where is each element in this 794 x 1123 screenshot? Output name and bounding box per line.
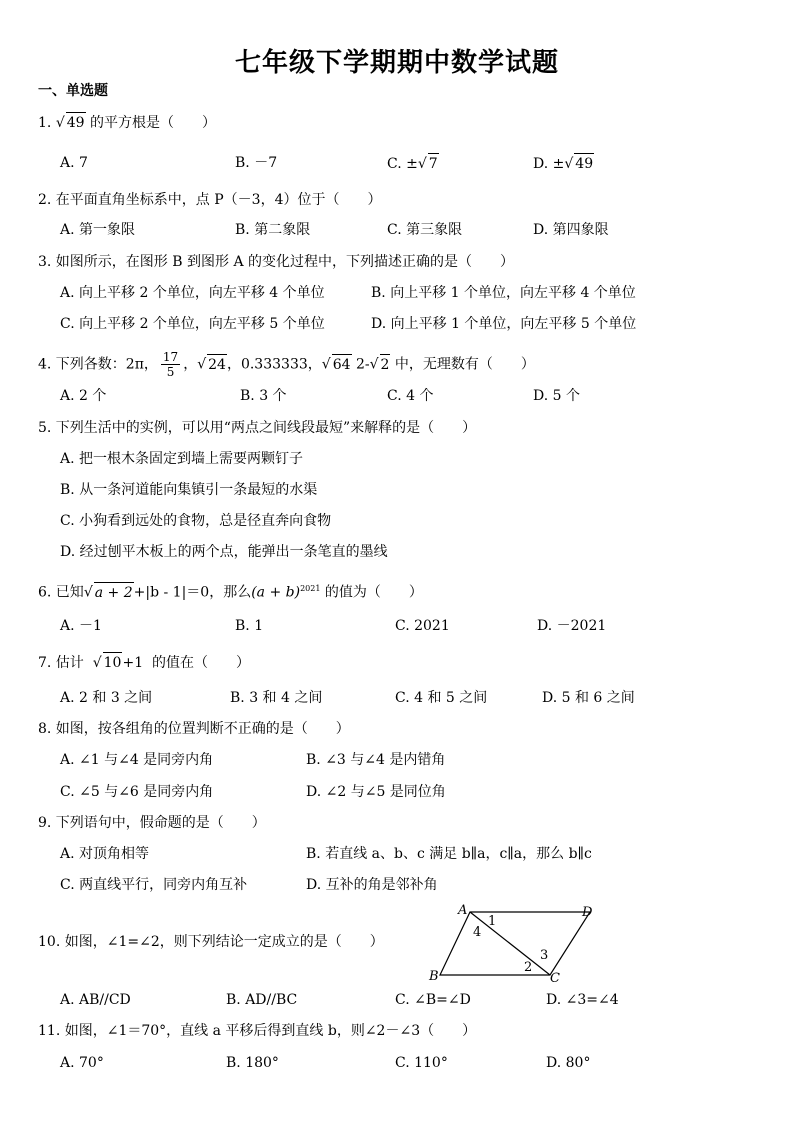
question-4: 4. 下列各数：2π， $\frac{17}{5}$ ，√ 24，0.333333，√ 64 2-√ 2 中，无理数有（ ）: [38, 350, 535, 379]
q1-option-b: B. －7: [235, 155, 278, 171]
vertex-label-c: C: [550, 971, 560, 985]
q9-option-a: A. 对顶角相等: [60, 846, 150, 862]
q2-option-b: B. 第二象限: [235, 222, 311, 238]
page-title: 七年级下学期期中数学试题: [234, 48, 559, 78]
q11-option-c: C. 110°: [395, 1055, 448, 1071]
q6-option-a: A. －1: [60, 618, 102, 634]
question-8: 8. 如图，按各组角的位置判断不正确的是（ ）: [38, 721, 350, 737]
q1-option-d: D. ±√ 49: [533, 153, 594, 174]
q3-option-a: A. 向上平移 2 个单位，向左平移 4 个单位: [60, 285, 325, 301]
question-6: 6. 已知√ a + 2+|b - 1|＝0，那么$(a + b)^{2021}$ 的值为（ ）: [38, 579, 423, 603]
vertex-label-d: D: [582, 905, 593, 920]
question-9: 9. 下列语句中，假命题的是（ ）: [38, 815, 266, 831]
question-3: 3. 如图所示，在图形 B 到图形 A 的变化过程中，下列描述正确的是（ ）: [38, 254, 515, 270]
q9-option-c: C. 两直线平行，同旁内角互补: [60, 877, 248, 893]
diagonal-ac: [470, 912, 550, 975]
q2-option-d: D. 第四象限: [533, 222, 609, 238]
question-2: 2. 在平面直角坐标系中，点 P（－3，4）位于（ ）: [38, 192, 382, 208]
question-5: 5. 下列生活中的实例，可以用“两点之间线段最短”来解释的是（ ）: [38, 420, 477, 436]
q7-option-c: C. 4 和 5 之间: [395, 690, 488, 706]
q9-option-b: B. 若直线 a、b、c 满足 b∥a，c∥a，那么 b∥c: [306, 846, 592, 862]
angle-label-1: 1: [488, 914, 497, 929]
q7-option-b: B. 3 和 4 之间: [230, 690, 323, 706]
q1-option-c: C. ±√ 7: [387, 153, 439, 174]
q9-option-d: D. 互补的角是邻补角: [306, 877, 438, 893]
q8-option-b: B. ∠3 与∠4 是内错角: [306, 752, 446, 768]
section-heading: 一、单选题: [38, 83, 108, 99]
q3-option-d: D. 向上平移 1 个单位，向左平移 5 个单位: [371, 316, 637, 332]
q8-option-a: A. ∠1 与∠4 是同旁内角: [60, 752, 214, 768]
q11-option-b: B. 180°: [226, 1055, 279, 1071]
q10-option-b: B. AD//BC: [226, 992, 298, 1008]
q4-option-a: A. 2 个: [60, 388, 107, 404]
q11-option-a: A. 70°: [60, 1055, 104, 1071]
question-1: 1. √ 49 的平方根是（ ）: [38, 112, 216, 133]
sqrt-symbol: √: [55, 115, 65, 131]
angle-label-3: 3: [540, 948, 549, 963]
q5-option-c: C. 小狗看到远处的食物，总是径直奔向食物: [60, 513, 332, 529]
q8-option-c: C. ∠5 与∠6 是同旁内角: [60, 784, 214, 800]
q8-option-d: D. ∠2 与∠5 是同位角: [306, 784, 446, 800]
q4-option-b: B. 3 个: [240, 388, 287, 404]
question-11: 11. 如图，∠1＝70°，直线 a 平移后得到直线 b，则∠2－∠3（ ）: [38, 1023, 477, 1039]
vertex-label-a: A: [458, 903, 468, 918]
parallelogram-figure: [425, 900, 600, 985]
q10-option-a: A. AB//CD: [60, 992, 131, 1008]
fraction: $\frac{17}{5}$: [162, 350, 179, 379]
q1-option-a: A. 7: [60, 155, 88, 171]
question-7: 7. 估计 √ 10+1 的值在（ ）: [38, 652, 250, 673]
question-10: 10. 如图，∠1=∠2，则下列结论一定成立的是（ ）: [38, 934, 384, 950]
q6-option-c: C. 2021: [395, 618, 450, 634]
q11-option-d: D. 80°: [546, 1055, 591, 1071]
q2-option-c: C. 第三象限: [387, 222, 463, 238]
q7-option-a: A. 2 和 3 之间: [60, 690, 153, 706]
q5-option-a: A. 把一根木条固定到墙上需要两颗钉子: [60, 451, 304, 467]
q7-option-d: D. 5 和 6 之间: [542, 690, 635, 706]
parallelogram-outline: [440, 912, 590, 975]
q10-option-d: D. ∠3=∠4: [546, 992, 619, 1008]
vertex-label-b: B: [429, 969, 439, 984]
angle-label-4: 4: [473, 925, 482, 940]
q10-option-c: C. ∠B=∠D: [395, 992, 471, 1008]
q6-option-d: D. －2021: [537, 618, 607, 634]
q5-option-b: B. 从一条河道能向集镇引一条最短的水渠: [60, 482, 318, 498]
radicand: 49: [66, 112, 86, 133]
q4-option-c: C. 4 个: [387, 388, 434, 404]
q2-option-a: A. 第一象限: [60, 222, 136, 238]
q4-option-d: D. 5 个: [533, 388, 580, 404]
q6-option-b: B. 1: [235, 618, 264, 634]
q3-option-b: B. 向上平移 1 个单位，向左平移 4 个单位: [371, 285, 636, 301]
angle-label-2: 2: [524, 960, 533, 975]
q3-option-c: C. 向上平移 2 个单位，向左平移 5 个单位: [60, 316, 325, 332]
q5-option-d: D. 经过刨平木板上的两个点，能弹出一条笔直的墨线: [60, 544, 388, 560]
